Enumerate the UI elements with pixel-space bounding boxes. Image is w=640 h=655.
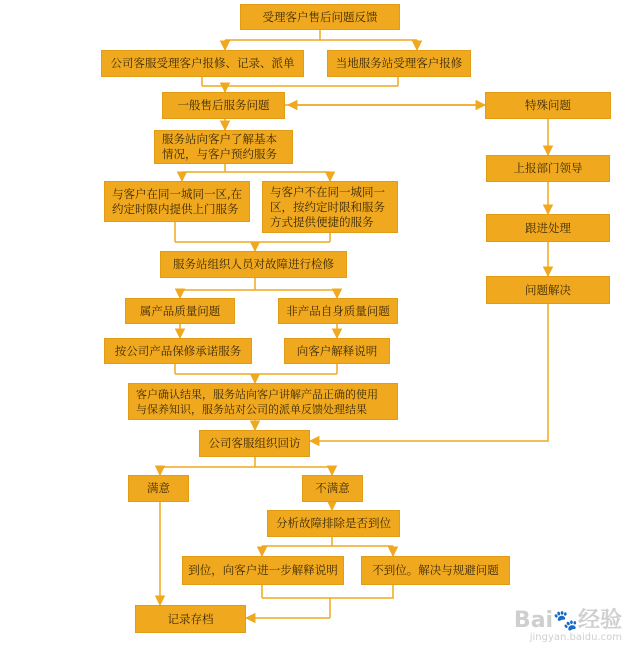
connector-start-split xyxy=(225,30,417,40)
connector-merge-result xyxy=(262,585,393,618)
connector-revisit-split xyxy=(160,457,332,467)
node-confirm: 客户确认结果，服务站向客户讲解产品正确的使用 与保养知识，服务站对公司的派单反馈处理结果 xyxy=(128,383,398,420)
node-revisit: 公司客服组织回访 xyxy=(199,430,310,457)
node-report: 上报部门领导 xyxy=(486,155,610,182)
node-diff-city: 与客户不在同一城同一 区，按约定时限和服务 方式提供便捷的服务 xyxy=(262,181,398,233)
paw-icon: 🐾 xyxy=(553,608,578,632)
node-special: 特殊问题 xyxy=(485,92,611,119)
node-follow: 跟进处理 xyxy=(486,214,610,242)
connector-analyze-split xyxy=(262,537,393,546)
node-non-quality: 非产品自身质量问题 xyxy=(278,298,398,324)
node-inplace: 到位，向客户进一步解释说明 xyxy=(182,556,344,585)
node-satisfied: 满意 xyxy=(128,475,189,502)
node-unsatisfied: 不满意 xyxy=(302,475,363,502)
connector-merge-service xyxy=(175,364,337,374)
node-explain: 向客户解释说明 xyxy=(284,338,390,364)
node-local-accept: 当地服务站受理客户报修 xyxy=(327,50,471,77)
node-inspect: 服务站组织人员对故障进行检修 xyxy=(160,251,347,278)
node-general: 一般售后服务问题 xyxy=(162,92,285,119)
node-archive: 记录存档 xyxy=(135,605,246,633)
node-notinplace: 不到位。解决与规避问题 xyxy=(361,556,510,585)
node-solved: 问题解决 xyxy=(486,276,610,304)
node-same-city: 与客户在同一城同一区,在 约定时限内提供上门服务 xyxy=(104,181,250,222)
watermark-brand: Bai xyxy=(513,608,554,633)
connector-merge-accept xyxy=(202,77,398,86)
connector-inspect-split xyxy=(180,278,337,290)
node-start: 受理客户售后问题反馈 xyxy=(240,4,400,30)
arrow-solved-to-revisit xyxy=(310,304,548,441)
node-cs-accept: 公司客服受理客户报修、记录、派单 xyxy=(101,50,304,77)
node-quality: 属产品质量问题 xyxy=(125,298,235,324)
node-warranty: 按公司产品保修承诺服务 xyxy=(104,338,252,364)
watermark-site: jingyan.baidu.com xyxy=(529,632,622,643)
node-analyze: 分析故障排除是否到位 xyxy=(267,510,400,537)
node-understand: 服务站向客户了解基本 情况，与客户预约服务 xyxy=(154,130,293,164)
watermark-brand-suffix: 经验 xyxy=(577,608,622,633)
connector-understand-split xyxy=(182,164,330,172)
baidu-jingyan-watermark xyxy=(514,603,622,643)
